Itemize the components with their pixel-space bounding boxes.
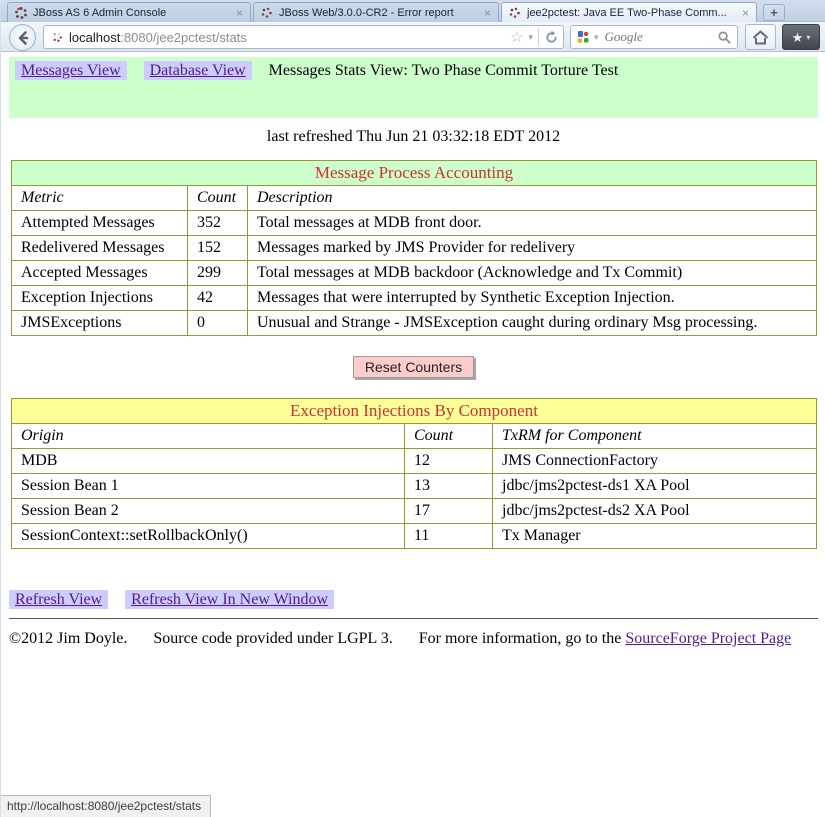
last-refreshed-text: last refreshed Thu Jun 21 03:32:18 EDT 2012 [266,128,561,145]
search-icon[interactable] [717,30,732,45]
more-info-text: For more information, go to the [418,630,626,647]
table-row [12,474,817,499]
column-header-origin: Origin [12,424,405,449]
count-cell: 299 [188,261,248,286]
tab-jboss-web-error[interactable] [253,2,499,22]
bookmarks-dropdown-icon: ▾ [806,32,811,42]
url-domain: localhost [69,29,121,45]
urlbar-divider [538,28,539,46]
nav-link-messages-view[interactable]: Messages View [15,61,127,80]
refresh-view-link[interactable]: Refresh View [9,590,108,609]
origin-cell: Session Bean 1 [12,474,405,499]
count-cell: 0 [188,311,248,336]
tab-strip [1,0,825,22]
close-icon[interactable]: × [235,5,243,20]
back-button[interactable] [9,24,36,51]
tab-title: JBoss AS 6 Admin Console [33,6,167,19]
status-bar-url: http://localhost:8080/jee2pctest/stats [1,795,211,817]
metric-cell: Exception Injections [12,286,188,311]
table-row [12,499,817,524]
bookmarks-star-icon: ★ [791,29,804,45]
search-box[interactable] [570,25,738,49]
nav-link-database-view[interactable]: Database View [144,61,252,80]
search-input[interactable] [603,28,713,46]
table-row [12,449,817,474]
message-process-accounting-table [11,160,817,336]
license-text: Source code provided under LGPL 3. [153,630,393,647]
injections-table-title: Exception Injections By Component [12,399,817,424]
home-icon [752,30,769,45]
description-cell: Total messages at MDB backdoor (Acknowledge and Tx Commit) [248,261,817,286]
count-cell: 17 [405,499,493,524]
bookmarks-menu-button[interactable] [782,24,820,50]
count-cell: 11 [405,524,493,549]
search-engine-dropdown-icon[interactable]: ▾ [594,31,599,42]
close-icon[interactable]: × [741,5,749,20]
jboss-icon [14,6,28,20]
accounting-table-title: Message Process Accounting [12,161,817,186]
txrm-cell: JMS ConnectionFactory [493,449,817,474]
close-icon[interactable]: × [483,5,491,20]
metric-cell: Attempted Messages [12,211,188,236]
tab-title: jee2pctest: Java EE Two-Phase Comm... [527,6,727,19]
table-row [12,211,817,236]
count-cell: 42 [188,286,248,311]
site-favicon [51,31,64,44]
description-cell: Total messages at MDB front door. [248,211,817,236]
count-cell: 152 [188,236,248,261]
page-content [1,52,825,817]
back-arrow-icon [15,30,31,46]
table-header-row [12,424,817,449]
description-cell: Unusual and Strange - JMSException caught during ordinary Msg processing. [248,311,817,336]
txrm-cell: Tx Manager [493,524,817,549]
google-logo-icon [576,30,590,44]
url-text[interactable] [69,30,505,45]
metric-cell: JMSExceptions [12,311,188,336]
column-header-description: Description [248,186,817,211]
copyright-text: ©2012 Jim Doyle. [9,630,128,647]
reset-counters-form [9,356,818,378]
tab-jboss-admin-console[interactable] [7,2,251,22]
table-row [12,261,817,286]
url-path: :8080/jee2pctest/stats [120,29,247,45]
home-button[interactable] [745,24,776,50]
footer-divider [9,618,818,619]
column-header-count: Count [188,186,248,211]
count-cell: 12 [405,449,493,474]
urlbar-dropdown-icon[interactable]: ▾ [528,31,533,42]
table-row [12,524,817,549]
metric-cell: Accepted Messages [12,261,188,286]
footer [9,630,818,648]
description-cell: Messages that were interrupted by Synthetic Exception Injection. [248,286,817,311]
url-bar[interactable] [43,25,564,49]
table-row [12,286,817,311]
bookmark-star-icon[interactable]: ☆ [510,28,524,46]
exception-injections-table [11,398,817,549]
jboss-icon [508,6,522,20]
count-cell: 352 [188,211,248,236]
description-cell: Messages marked by JMS Provider for redelivery [248,236,817,261]
column-header-txrm: TxRM for Component [493,424,817,449]
table-header-row [12,186,817,211]
page-header-banner [9,57,818,118]
reset-counters-button[interactable]: Reset Counters [353,356,474,378]
refresh-links-row [9,591,818,609]
origin-cell: MDB [12,449,405,474]
reload-icon[interactable] [544,30,559,45]
tab-title: JBoss Web/3.0.0-CR2 - Error report [279,6,454,19]
jboss-icon [260,6,274,20]
column-header-metric: Metric [12,186,188,211]
page-title: Messages Stats View: Two Phase Commit Torture Test [268,62,619,79]
new-tab-button[interactable]: + [763,4,785,21]
origin-cell: Session Bean 2 [12,499,405,524]
table-row [12,311,817,336]
refresh-view-new-window-link[interactable]: Refresh View In New Window [125,590,334,609]
column-header-count: Count [405,424,493,449]
table-row [12,236,817,261]
metric-cell: Redelivered Messages [12,236,188,261]
txrm-cell: jdbc/jms2pctest-ds2 XA Pool [493,499,817,524]
count-cell: 13 [405,474,493,499]
txrm-cell: jdbc/jms2pctest-ds1 XA Pool [493,474,817,499]
sourceforge-project-link[interactable]: SourceForge Project Page [625,630,792,647]
tab-jee2pctest-active[interactable] [501,2,757,22]
origin-cell: SessionContext::setRollbackOnly() [12,524,405,549]
